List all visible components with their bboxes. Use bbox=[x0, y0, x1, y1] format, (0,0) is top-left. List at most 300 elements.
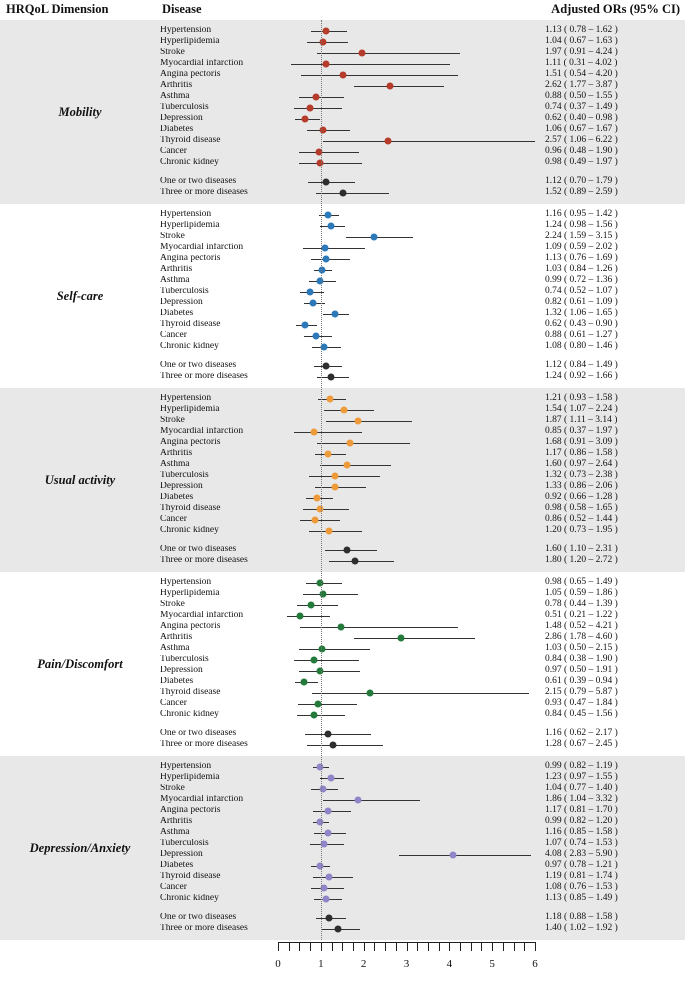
or-value: 4.08 ( 2.83 – 5.90 ) bbox=[545, 849, 618, 860]
or-value: 1.60 ( 0.97 – 2.64 ) bbox=[545, 459, 618, 470]
disease-label: One or two diseases bbox=[160, 177, 237, 187]
axis-tick bbox=[353, 942, 354, 951]
forest-row bbox=[160, 740, 685, 751]
or-value: 1.16 ( 0.95 – 1.42 ) bbox=[545, 209, 618, 220]
or-value: 0.98 ( 0.65 – 1.49 ) bbox=[545, 577, 618, 588]
or-value: 0.98 ( 0.58 – 1.65 ) bbox=[545, 503, 618, 514]
row-plot bbox=[278, 924, 535, 935]
row-plot bbox=[278, 493, 535, 504]
disease-label: Cancer bbox=[160, 147, 187, 157]
or-dot bbox=[301, 116, 308, 123]
axis-tick bbox=[492, 942, 493, 951]
axis-tick-label: 5 bbox=[489, 958, 495, 970]
or-dot bbox=[367, 690, 374, 697]
row-plot bbox=[278, 795, 535, 806]
or-dot bbox=[340, 407, 347, 414]
row-plot bbox=[278, 894, 535, 905]
ci-line bbox=[326, 421, 413, 422]
or-value: 1.19 ( 0.81 – 1.74 ) bbox=[545, 871, 618, 882]
or-dot bbox=[324, 731, 331, 738]
ci-line bbox=[291, 64, 450, 65]
forest-row bbox=[160, 37, 685, 48]
ci-line bbox=[316, 193, 389, 194]
disease-label: Hypertension bbox=[160, 394, 212, 404]
row-plot bbox=[278, 276, 535, 287]
or-dot bbox=[325, 874, 332, 881]
axis-tick bbox=[332, 942, 333, 951]
disease-label: Depression bbox=[160, 666, 203, 676]
disease-label: Cancer bbox=[160, 331, 187, 341]
or-dot bbox=[319, 267, 326, 274]
disease-label: Tuberculosis bbox=[160, 471, 209, 481]
forest-row bbox=[160, 309, 685, 320]
forest-row bbox=[160, 188, 685, 199]
disease-label: Stroke bbox=[160, 784, 185, 794]
row-plot bbox=[278, 545, 535, 556]
row-plot bbox=[278, 26, 535, 37]
axis-tick bbox=[471, 942, 472, 951]
forest-row bbox=[160, 666, 685, 677]
ci-line bbox=[329, 561, 394, 562]
disease-label: Chronic kidney bbox=[160, 710, 219, 720]
or-dot bbox=[339, 72, 346, 79]
or-value: 1.32 ( 0.73 – 2.38 ) bbox=[545, 470, 618, 481]
rows bbox=[160, 204, 685, 388]
forest-row bbox=[160, 872, 685, 883]
forest-row bbox=[160, 265, 685, 276]
forest-row bbox=[160, 924, 685, 935]
or-value: 1.03 ( 0.84 – 1.26 ) bbox=[545, 264, 618, 275]
disease-label: Asthma bbox=[160, 92, 190, 102]
forest-row bbox=[160, 147, 685, 158]
or-value: 1.60 ( 1.10 – 2.31 ) bbox=[545, 544, 618, 555]
disease-label: Chronic kidney bbox=[160, 342, 219, 352]
or-value: 2.15 ( 0.79 – 5.87 ) bbox=[545, 687, 618, 698]
axis-tick-label: 2 bbox=[360, 958, 367, 970]
disease-label: Stroke bbox=[160, 48, 185, 58]
disease-label: Asthma bbox=[160, 460, 190, 470]
row-plot bbox=[278, 394, 535, 405]
ci-line bbox=[311, 259, 351, 260]
disease-label: Depression bbox=[160, 298, 203, 308]
disease-label: Angina pectoris bbox=[160, 438, 221, 448]
row-plot bbox=[278, 147, 535, 158]
or-value: 2.57 ( 1.06 – 6.22 ) bbox=[545, 135, 618, 146]
section-depression-anxiety bbox=[0, 756, 685, 940]
disease-label: Chronic kidney bbox=[160, 526, 219, 536]
row-plot bbox=[278, 762, 535, 773]
section-pain-discomfort bbox=[0, 572, 685, 756]
or-dot bbox=[296, 613, 303, 620]
ci-line bbox=[399, 855, 530, 856]
or-value: 1.23 ( 0.97 – 1.55 ) bbox=[545, 772, 618, 783]
or-value: 1.12 ( 0.70 – 1.79 ) bbox=[545, 176, 618, 187]
ci-line bbox=[354, 638, 475, 639]
axis-tick bbox=[481, 942, 482, 951]
forest-row bbox=[160, 243, 685, 254]
axis-tick bbox=[374, 942, 375, 951]
forest-row bbox=[160, 221, 685, 232]
ci-line bbox=[354, 86, 444, 87]
or-dot bbox=[331, 311, 338, 318]
or-dot bbox=[316, 863, 323, 870]
dimension-label: Pain/Discomfort bbox=[37, 656, 123, 671]
axis-tick-label: 6 bbox=[532, 958, 538, 970]
or-dot bbox=[321, 245, 328, 252]
forest-row bbox=[160, 493, 685, 504]
or-value: 1.33 ( 0.86 – 2.06 ) bbox=[545, 481, 618, 492]
row-plot bbox=[278, 254, 535, 265]
ci-line bbox=[313, 877, 353, 878]
or-value: 0.74 ( 0.52 – 1.07 ) bbox=[545, 286, 618, 297]
row-plot bbox=[278, 611, 535, 622]
axis-tick bbox=[278, 942, 279, 951]
forest-row bbox=[160, 177, 685, 188]
axis-tick bbox=[428, 942, 429, 951]
forest-row bbox=[160, 276, 685, 287]
dimension-label: Self-care bbox=[56, 288, 104, 303]
or-value: 2.24 ( 1.59 – 3.15 ) bbox=[545, 231, 618, 242]
row-plot bbox=[278, 633, 535, 644]
ci-line bbox=[308, 182, 355, 183]
forest-row bbox=[160, 688, 685, 699]
or-dot bbox=[331, 473, 338, 480]
or-value: 1.20 ( 0.73 – 1.95 ) bbox=[545, 525, 618, 536]
or-value: 1.07 ( 0.74 – 1.53 ) bbox=[545, 838, 618, 849]
or-dot bbox=[319, 646, 326, 653]
axis-tick bbox=[407, 942, 408, 951]
forest-row bbox=[160, 913, 685, 924]
disease-label: Depression bbox=[160, 850, 203, 860]
or-value: 0.61 ( 0.39 – 0.94 ) bbox=[545, 676, 618, 687]
row-plot bbox=[278, 688, 535, 699]
disease-label: Thyroid disease bbox=[160, 688, 221, 698]
or-value: 1.24 ( 0.98 – 1.56 ) bbox=[545, 220, 618, 231]
ci-line bbox=[320, 465, 392, 466]
ci-line bbox=[325, 550, 377, 551]
disease-label: Three or more diseases bbox=[160, 372, 248, 382]
forest-row bbox=[160, 298, 685, 309]
sections bbox=[0, 20, 685, 940]
disease-label: Stroke bbox=[160, 416, 185, 426]
or-value: 1.87 ( 1.11 – 3.14 ) bbox=[545, 415, 618, 426]
axis-tick bbox=[310, 942, 311, 951]
disease-label: Three or more diseases bbox=[160, 556, 248, 566]
forest-row bbox=[160, 817, 685, 828]
forest-row bbox=[160, 545, 685, 556]
or-value: 1.17 ( 0.86 – 1.58 ) bbox=[545, 448, 618, 459]
or-value: 1.13 ( 0.76 – 1.69 ) bbox=[545, 253, 618, 264]
row-plot bbox=[278, 556, 535, 567]
or-dot bbox=[343, 462, 350, 469]
disease-label: Hypertension bbox=[160, 210, 212, 220]
row-plot bbox=[278, 913, 535, 924]
disease-label: Depression bbox=[160, 482, 203, 492]
forest-row bbox=[160, 850, 685, 861]
disease-label: One or two diseases bbox=[160, 913, 237, 923]
axis-tick bbox=[396, 942, 397, 951]
forest-row bbox=[160, 482, 685, 493]
or-dot bbox=[355, 418, 362, 425]
forest-row bbox=[160, 556, 685, 567]
or-dot bbox=[322, 363, 329, 370]
row-plot bbox=[278, 136, 535, 147]
forest-row bbox=[160, 784, 685, 795]
or-dot bbox=[323, 896, 330, 903]
row-plot bbox=[278, 589, 535, 600]
or-dot bbox=[301, 679, 308, 686]
axis-tick bbox=[364, 942, 365, 951]
or-dot bbox=[310, 657, 317, 664]
forest-row bbox=[160, 287, 685, 298]
forest-row bbox=[160, 81, 685, 92]
or-dot bbox=[301, 322, 308, 329]
rows bbox=[160, 388, 685, 572]
row-plot bbox=[278, 471, 535, 482]
row-plot bbox=[278, 114, 535, 125]
or-dot bbox=[306, 105, 313, 112]
forest-row bbox=[160, 655, 685, 666]
forest-row bbox=[160, 254, 685, 265]
row-plot bbox=[278, 177, 535, 188]
or-value: 0.93 ( 0.47 – 1.84 ) bbox=[545, 698, 618, 709]
row-plot bbox=[278, 861, 535, 872]
ci-line bbox=[312, 693, 530, 694]
disease-label: Myocardial infarction bbox=[160, 243, 244, 253]
row-plot bbox=[278, 405, 535, 416]
disease-label: Thyroid disease bbox=[160, 872, 221, 882]
disease-label: Cancer bbox=[160, 699, 187, 709]
forest-row bbox=[160, 136, 685, 147]
disease-label: Chronic kidney bbox=[160, 894, 219, 904]
or-dot bbox=[385, 138, 392, 145]
forest-row bbox=[160, 114, 685, 125]
row-plot bbox=[278, 287, 535, 298]
ci-line bbox=[303, 594, 357, 595]
disease-label: Myocardial infarction bbox=[160, 611, 244, 621]
ci-line bbox=[307, 42, 348, 43]
disease-label: Hyperlipidemia bbox=[160, 221, 220, 231]
or-value: 0.99 ( 0.82 – 1.20 ) bbox=[545, 816, 618, 827]
or-dot bbox=[397, 635, 404, 642]
forest-row bbox=[160, 26, 685, 37]
row-plot bbox=[278, 298, 535, 309]
or-dot bbox=[316, 668, 323, 675]
disease-label: Tuberculosis bbox=[160, 287, 209, 297]
header-adjusted-ors: Adjusted ORs (95% CI) bbox=[551, 2, 680, 16]
axis-tick bbox=[289, 942, 290, 951]
forest-row bbox=[160, 762, 685, 773]
ci-line bbox=[323, 141, 535, 142]
or-dot bbox=[325, 451, 332, 458]
ci-line bbox=[294, 108, 342, 109]
disease-label: Asthma bbox=[160, 276, 190, 286]
or-dot bbox=[329, 742, 336, 749]
row-plot bbox=[278, 48, 535, 59]
row-plot bbox=[278, 449, 535, 460]
ci-line bbox=[299, 152, 360, 153]
disease-label: Hyperlipidemia bbox=[160, 405, 220, 415]
or-value: 0.86 ( 0.52 – 1.44 ) bbox=[545, 514, 618, 525]
forest-row bbox=[160, 861, 685, 872]
or-dot bbox=[310, 300, 317, 307]
or-value: 0.99 ( 0.82 – 1.19 ) bbox=[545, 761, 618, 772]
ci-line bbox=[317, 443, 410, 444]
disease-label: Stroke bbox=[160, 600, 185, 610]
forest-row bbox=[160, 710, 685, 721]
or-value: 1.13 ( 0.78 – 1.62 ) bbox=[545, 25, 618, 36]
or-dot bbox=[306, 289, 313, 296]
column-headers bbox=[0, 0, 685, 20]
axis-tick bbox=[385, 942, 386, 951]
row-plot bbox=[278, 817, 535, 828]
disease-label: Diabetes bbox=[160, 125, 194, 135]
or-value: 1.12 ( 0.84 – 1.49 ) bbox=[545, 360, 618, 371]
forest-row bbox=[160, 515, 685, 526]
rows bbox=[160, 572, 685, 756]
row-plot bbox=[278, 784, 535, 795]
or-value: 1.04 ( 0.77 – 1.40 ) bbox=[545, 783, 618, 794]
or-value: 2.86 ( 1.78 – 4.60 ) bbox=[545, 632, 618, 643]
or-dot bbox=[449, 852, 456, 859]
forest-row bbox=[160, 405, 685, 416]
ci-line bbox=[313, 811, 351, 812]
or-value: 1.68 ( 0.91 – 3.09 ) bbox=[545, 437, 618, 448]
or-value: 0.85 ( 0.37 – 1.97 ) bbox=[545, 426, 618, 437]
or-value: 0.78 ( 0.44 – 1.39 ) bbox=[545, 599, 618, 610]
forest-row bbox=[160, 471, 685, 482]
row-plot bbox=[278, 578, 535, 589]
forest-row bbox=[160, 59, 685, 70]
or-value: 0.96 ( 0.48 – 1.90 ) bbox=[545, 146, 618, 157]
forest-row bbox=[160, 232, 685, 243]
or-dot bbox=[310, 712, 317, 719]
or-value: 0.51 ( 0.21 – 1.22 ) bbox=[545, 610, 618, 621]
forest-row bbox=[160, 644, 685, 655]
row-plot bbox=[278, 342, 535, 353]
row-plot bbox=[278, 839, 535, 850]
ci-line bbox=[303, 248, 364, 249]
header-disease: Disease bbox=[162, 2, 202, 16]
or-value: 1.18 ( 0.88 – 1.58 ) bbox=[545, 912, 618, 923]
ci-line bbox=[300, 627, 458, 628]
forest-row bbox=[160, 460, 685, 471]
or-value: 0.84 ( 0.38 – 1.90 ) bbox=[545, 654, 618, 665]
or-dot bbox=[327, 775, 334, 782]
row-plot bbox=[278, 92, 535, 103]
or-value: 1.32 ( 1.06 – 1.65 ) bbox=[545, 308, 618, 319]
forest-row bbox=[160, 92, 685, 103]
or-dot bbox=[340, 190, 347, 197]
or-dot bbox=[312, 333, 319, 340]
forest-row bbox=[160, 729, 685, 740]
row-plot bbox=[278, 806, 535, 817]
row-plot bbox=[278, 666, 535, 677]
or-dot bbox=[370, 234, 377, 241]
or-value: 0.98 ( 0.49 – 1.97 ) bbox=[545, 157, 618, 168]
forest-row bbox=[160, 210, 685, 221]
disease-label: One or two diseases bbox=[160, 729, 237, 739]
or-value: 0.84 ( 0.45 – 1.56 ) bbox=[545, 709, 618, 720]
row-plot bbox=[278, 482, 535, 493]
row-plot bbox=[278, 210, 535, 221]
axis-tick bbox=[514, 942, 515, 951]
or-value: 1.17 ( 0.81 – 1.70 ) bbox=[545, 805, 618, 816]
or-value: 0.82 ( 0.61 – 1.09 ) bbox=[545, 297, 618, 308]
disease-label: One or two diseases bbox=[160, 545, 237, 555]
ci-line bbox=[294, 432, 363, 433]
forest-row bbox=[160, 342, 685, 353]
forest-row bbox=[160, 773, 685, 784]
forest-row bbox=[160, 125, 685, 136]
or-value: 1.16 ( 0.62 – 2.17 ) bbox=[545, 728, 618, 739]
ci-line bbox=[307, 745, 383, 746]
row-plot bbox=[278, 526, 535, 537]
row-plot bbox=[278, 655, 535, 666]
disease-label: Depression bbox=[160, 114, 203, 124]
or-dot bbox=[308, 602, 315, 609]
disease-label: Hyperlipidemia bbox=[160, 589, 220, 599]
or-value: 1.52 ( 0.89 – 2.59 ) bbox=[545, 187, 618, 198]
forest-row bbox=[160, 633, 685, 644]
axis-tick bbox=[535, 942, 536, 951]
header-hrqol-dimension: HRQoL Dimension bbox=[6, 2, 109, 16]
forest-row bbox=[160, 795, 685, 806]
ci-line bbox=[298, 704, 357, 705]
disease-label: Hypertension bbox=[160, 578, 212, 588]
section-mobility bbox=[0, 20, 685, 204]
row-plot bbox=[278, 331, 535, 342]
or-dot bbox=[387, 83, 394, 90]
ci-line bbox=[299, 671, 359, 672]
x-axis bbox=[275, 942, 538, 982]
row-plot bbox=[278, 872, 535, 883]
rows bbox=[160, 756, 685, 940]
or-dot bbox=[322, 61, 329, 68]
or-value: 1.54 ( 1.07 – 2.24 ) bbox=[545, 404, 618, 415]
row-plot bbox=[278, 710, 535, 721]
or-dot bbox=[325, 808, 332, 815]
row-plot bbox=[278, 622, 535, 633]
axis-tick-label: 4 bbox=[446, 958, 453, 970]
forest-row bbox=[160, 416, 685, 427]
disease-label: Cancer bbox=[160, 883, 187, 893]
ci-line bbox=[307, 130, 350, 131]
ci-line bbox=[309, 531, 361, 532]
ci-line bbox=[323, 800, 421, 801]
or-dot bbox=[312, 94, 319, 101]
or-dot bbox=[346, 440, 353, 447]
or-dot bbox=[326, 528, 333, 535]
or-value: 1.80 ( 1.20 – 2.72 ) bbox=[545, 555, 618, 566]
row-plot bbox=[278, 850, 535, 861]
row-plot bbox=[278, 515, 535, 526]
disease-label: Hypertension bbox=[160, 26, 212, 36]
forest-row bbox=[160, 600, 685, 611]
or-dot bbox=[328, 374, 335, 381]
disease-label: Myocardial infarction bbox=[160, 427, 244, 437]
ci-line bbox=[324, 410, 374, 411]
axis-tick bbox=[449, 942, 450, 951]
forest-row bbox=[160, 622, 685, 633]
disease-label: Stroke bbox=[160, 232, 185, 242]
forest-row bbox=[160, 828, 685, 839]
ci-line bbox=[299, 163, 362, 164]
forest-row bbox=[160, 677, 685, 688]
or-value: 0.88 ( 0.50 – 1.55 ) bbox=[545, 91, 618, 102]
or-value: 1.11 ( 0.31 – 4.02 ) bbox=[545, 58, 618, 69]
row-plot bbox=[278, 232, 535, 243]
